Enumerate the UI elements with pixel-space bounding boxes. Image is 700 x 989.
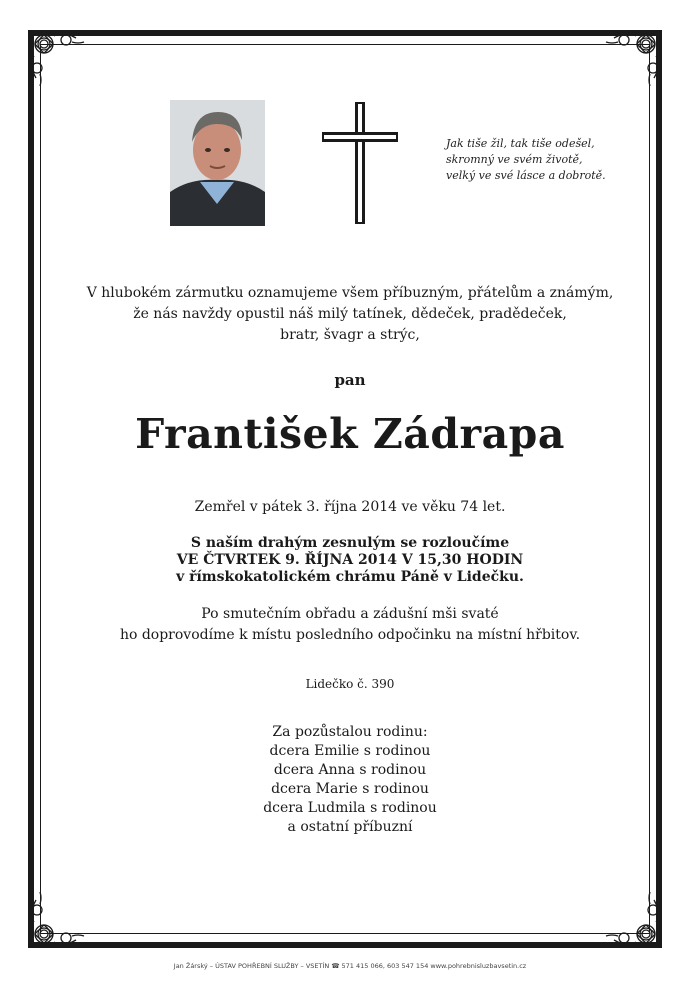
family-heading: Za pozůstalou rodinu: [272,724,428,740]
verse-line: Jak tiše žil, tak tiše odešel, [446,137,595,150]
announcement-intro [0,283,700,346]
deceased-name: František Zádrapa [135,410,565,458]
floral-corner-icon [602,26,666,90]
person-portrait-icon [170,100,265,226]
burial-line: Po smutečním obřadu a zádušní mši svaté [201,606,499,622]
funeral-line: VE ČTVRTEK 9. ŘÍJNA 2014 V 15,30 HODIN [176,552,524,568]
family-member: dcera Emilie s rodinou [269,743,431,759]
burial-line: ho doprovodíme k místu posledního odpočinku na místní hřbitov. [119,627,581,643]
honorific: pan [334,371,366,389]
floral-corner-icon [24,26,88,90]
portrait-photo [170,100,265,226]
floral-corner-icon [24,888,88,952]
death-details: Zemřel v pátek 3. října 2014 ve věku 74 let. [194,499,506,515]
floral-corner-icon [602,888,666,952]
burial-details [0,604,700,646]
funeral-line: v římskokatolickém chrámu Páně v Lidečku. [176,569,524,585]
funeral-details [0,535,700,586]
intro-line: bratr, švagr a strýc, [280,327,420,343]
funeral-service-footer: Jan Žárský – ÚSTAV POHŘEBNÍ SLUŽBY – VSETÍN ☎ 571 415 066, 603 547 154 www.pohrebnisluzbavsetin.cz [173,962,527,970]
intro-line: V hlubokém zármutku oznamujeme všem příbuzným, přátelům a známým, [86,285,614,301]
verse-line: skromný ve svém životě, [446,153,583,166]
verse-line: velký ve své lásce a dobrotě. [446,169,606,182]
family-address: Lidečko č. 390 [305,677,395,691]
family-member: dcera Anna s rodinou [273,762,427,778]
intro-line: že nás navždy opustil náš milý tatínek, dědeček, pradědeček, [133,306,567,322]
cross-icon [322,102,398,224]
family-member: dcera Marie s rodinou [271,781,429,797]
memorial-verse [446,136,666,184]
family-member: a ostatní příbuzní [287,819,413,835]
funeral-line: S naším drahým zesnulým se rozloučíme [190,535,510,551]
family-list [0,723,700,837]
family-member: dcera Ludmila s rodinou [263,800,437,816]
